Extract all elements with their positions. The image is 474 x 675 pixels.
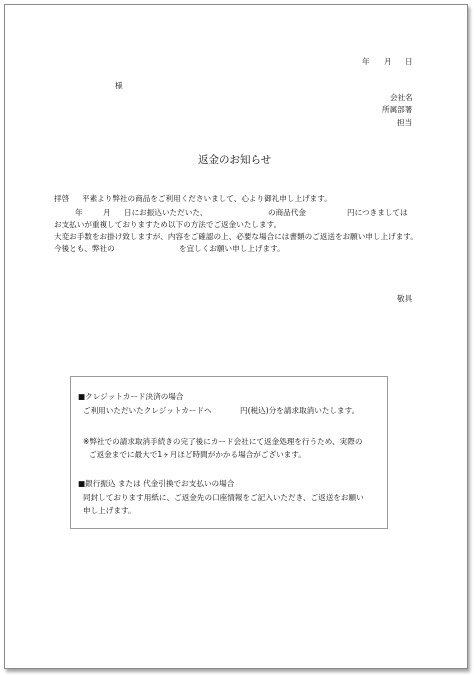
body-line-5-start: 今後とも、弊社の	[54, 244, 115, 253]
credit-note-2: ご返金までに最大で1ヶ月ほど時間がかかる場合がございます。	[89, 450, 306, 459]
credit-line-a: ご利用いただいたクレジットカードへ	[83, 406, 212, 415]
bank-heading: ■銀行振込 または 代金引換でお支払いの場合	[78, 479, 235, 488]
page-title: 返金のお知らせ	[198, 154, 272, 166]
credit-heading: ■クレジットカード決済の場合	[78, 392, 184, 401]
payment-month: 月	[103, 208, 111, 217]
body-line-4: 大変お手数をお掛け致しますが、内容をご確認の上、必要な場合には書類のご返送をお願い申し上げます。	[54, 232, 418, 241]
credit-line-b: 円(税込)分を請求取消いたします。	[240, 406, 360, 415]
body-line-1: 平素より弊社の商品をご利用くださいまして、心より御礼申し上げます。	[82, 194, 332, 203]
payment-year: 年	[75, 208, 83, 217]
letter-page	[4, 4, 468, 669]
sender-company: 会社名	[390, 93, 413, 102]
bank-line-1: 同封しております用紙に、ご返金先の口座情報をご記入いただき、ご返送をお願い	[83, 493, 364, 502]
closing-word: 敬具	[397, 294, 413, 303]
date-day: 日	[405, 57, 413, 66]
sender-person: 担当	[397, 118, 413, 127]
amount-tail: 円につきましては	[347, 208, 408, 217]
sender-department: 所属部署	[382, 105, 413, 114]
recipient-suffix: 様	[115, 81, 123, 90]
body-line-5-end: を宜しくお願い申し上げます。	[179, 244, 285, 253]
product-price-label: の商品代金	[268, 208, 306, 217]
payment-day-text: 日にお振込いただいた、	[124, 208, 208, 217]
date-year: 年	[362, 57, 370, 66]
bank-line-2: 申し上げます。	[83, 506, 136, 515]
body-line-3: お支払いが重複しておりますため以下の方法でご返金いたします。	[54, 220, 282, 229]
date-month: 月	[384, 57, 392, 66]
opening-word: 拝啓	[54, 194, 70, 203]
credit-note-1: ※弊社での請求取消手続きの完了後にカード会社にて返金処理を行うため、実際の	[83, 437, 363, 446]
